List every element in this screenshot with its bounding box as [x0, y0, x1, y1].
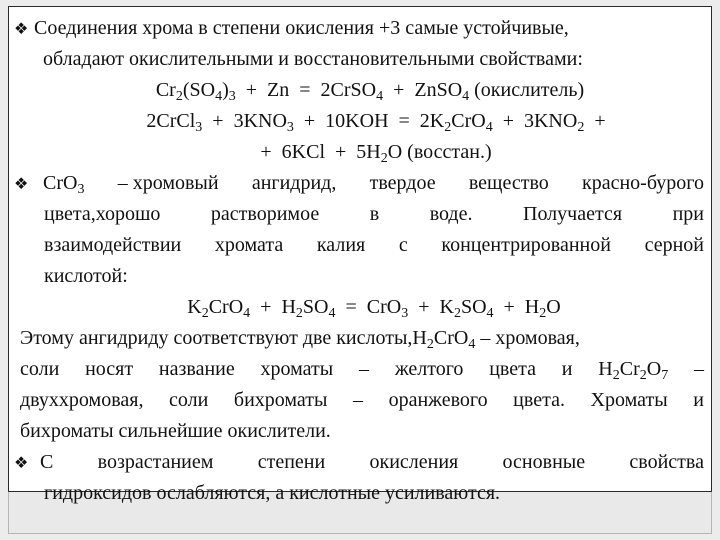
- word: цвета,хорошо: [44, 203, 161, 225]
- word: – хромовый: [117, 172, 219, 194]
- eq-part: K: [187, 296, 202, 318]
- word: цвета: [489, 358, 536, 380]
- bullet-2-line-1: [14, 168, 704, 199]
- eq-part: + Zn = 2CrSO: [235, 79, 377, 101]
- eq-sub: 3: [228, 89, 236, 104]
- eq-sub: 2: [612, 368, 620, 383]
- eq-sub: 2: [426, 337, 434, 352]
- eq-sub: 4: [376, 89, 384, 104]
- word: окисления: [369, 451, 459, 473]
- word: воде.: [429, 203, 473, 225]
- eq-sub: 2: [539, 306, 547, 321]
- justified-line: [34, 447, 704, 478]
- word: возрастанием: [97, 451, 214, 473]
- word: красно-бурого: [582, 172, 704, 194]
- paragraph-line-3: [14, 385, 704, 416]
- word: степени: [257, 451, 326, 473]
- bullet-2-line-3: [14, 230, 704, 261]
- eq-part: + H: [493, 296, 540, 318]
- eq-part: H: [598, 358, 613, 380]
- eq-sub: 3: [77, 182, 85, 197]
- word: свойства: [629, 451, 704, 473]
- word: хромата: [214, 234, 284, 256]
- eq-part: CrO: [433, 327, 469, 349]
- word: –: [694, 358, 704, 380]
- justified-line: [34, 168, 704, 199]
- eq-sub: 2: [639, 368, 647, 383]
- eq-part: CrO: [208, 296, 244, 318]
- bullet-2-line-4: [14, 261, 704, 292]
- bullet-3-line-2: [14, 478, 704, 509]
- word: –: [359, 358, 370, 380]
- eq-sub: 3: [195, 120, 203, 135]
- word: носят: [85, 358, 134, 380]
- word: Получается: [523, 203, 623, 225]
- slide-text: [14, 13, 704, 509]
- eq-part: O: [546, 296, 561, 318]
- diamond-bullet-icon: ❖: [14, 453, 29, 472]
- eq-part: + H: [250, 296, 296, 318]
- word: серной: [644, 234, 704, 256]
- eq-sub: 7: [661, 368, 669, 383]
- word: С: [40, 451, 54, 473]
- word: растворимое: [210, 203, 320, 225]
- word: калия: [316, 234, 366, 256]
- word: вещество: [468, 172, 549, 194]
- eq-part: +: [584, 110, 606, 132]
- eq-part: Этому ангидриду соответствуют две кислоты,H: [20, 327, 427, 349]
- eq-part: – хромовая,: [475, 327, 580, 349]
- eq-sub: 2: [444, 120, 452, 135]
- eq-part: O (восстан.): [387, 141, 492, 163]
- eq-part: CrO: [43, 172, 78, 194]
- word: хроматы: [260, 358, 334, 380]
- justified-line: [44, 199, 704, 230]
- text-span: обладают окислительными и восстановительными свойствами:: [43, 48, 583, 70]
- eq-sub: 2: [577, 120, 585, 135]
- eq-part: ): [222, 79, 229, 101]
- word: ангидрид,: [251, 172, 337, 194]
- eq-sub: 4: [243, 306, 251, 321]
- bullet-2-line-2: [14, 199, 704, 230]
- eq-sub: 3: [401, 306, 409, 321]
- eq-part: + 6KCl + 5H: [260, 141, 381, 163]
- word: название: [158, 358, 235, 380]
- eq-sub: 2: [175, 89, 183, 104]
- word: соли: [20, 358, 60, 380]
- bullet-1-line-2: [14, 44, 704, 75]
- word: основные: [502, 451, 586, 473]
- eq-part: SO: [460, 296, 487, 318]
- word: Хроматы: [590, 389, 668, 411]
- eq-part: + K: [408, 296, 454, 318]
- eq-sub: 4: [462, 89, 470, 104]
- word: бихроматы: [233, 389, 328, 411]
- text-span: гидроксидов ослабляются, а кислотные усиливаются.: [44, 482, 501, 504]
- eq-sub: 3: [286, 120, 294, 135]
- eq-sub: 2: [453, 306, 461, 321]
- eq-sub: 4: [215, 89, 223, 104]
- eq-part: 2CrCl: [146, 110, 196, 132]
- justified-line: [20, 385, 704, 416]
- word: цвета.: [513, 389, 565, 411]
- justified-line: [44, 230, 704, 261]
- equation-3: [14, 137, 704, 168]
- eq-part: Cr: [155, 79, 176, 101]
- word: –: [353, 389, 364, 411]
- eq-part: Cr: [619, 358, 640, 380]
- formula-cro3: [43, 168, 84, 199]
- eq-sub: 2: [295, 306, 303, 321]
- word: желтого: [394, 358, 464, 380]
- word: и: [693, 389, 704, 411]
- word: соли: [169, 389, 209, 411]
- word: оранжевого: [388, 389, 488, 411]
- bullet-3-line-1: [14, 447, 704, 478]
- word: двуххромовая,: [20, 389, 144, 411]
- eq-sub: 4: [486, 306, 494, 321]
- eq-part: (SO: [182, 79, 216, 101]
- word: при: [672, 203, 704, 225]
- eq-part: SO: [302, 296, 329, 318]
- word: концентрированной: [441, 234, 611, 256]
- eq-part: + 3KNO: [202, 110, 287, 132]
- eq-sub: 2: [380, 151, 388, 166]
- paragraph-line-4: [14, 416, 704, 447]
- equation-2: [14, 106, 704, 137]
- text-span: кислотой:: [44, 265, 128, 287]
- equation-4: [14, 292, 704, 323]
- eq-sub: 4: [468, 337, 476, 352]
- word: твердое: [369, 172, 436, 194]
- eq-part: (окислитель): [469, 79, 585, 101]
- bullet-1-line-1: [14, 13, 704, 44]
- eq-sub: 2: [201, 306, 209, 321]
- eq-sub: 4: [328, 306, 336, 321]
- eq-part: + 3KNO: [492, 110, 578, 132]
- diamond-bullet-icon: ❖: [14, 174, 29, 193]
- eq-part: + 10KOH = 2K: [293, 110, 445, 132]
- text-span: Соединения хрома в степени окисления +3 самые устойчивые,: [34, 17, 569, 39]
- eq-sub: 4: [485, 120, 493, 135]
- eq-part: O: [646, 358, 662, 380]
- word: в: [369, 203, 380, 225]
- paragraph-line-1: [14, 323, 704, 354]
- justified-line: [20, 354, 704, 385]
- eq-part: CrO: [451, 110, 486, 132]
- equation-1: [14, 75, 704, 106]
- paragraph-line-2: [14, 354, 704, 385]
- word: и: [561, 358, 573, 380]
- eq-part: = CrO: [335, 296, 402, 318]
- text-span: бихроматы сильнейшие окислители.: [20, 420, 331, 442]
- formula-h2cr2o7: [598, 354, 668, 385]
- diamond-bullet-icon: ❖: [14, 19, 29, 38]
- word: взаимодействии: [44, 234, 182, 256]
- eq-part: + ZnSO: [383, 79, 463, 101]
- word: с: [398, 234, 408, 256]
